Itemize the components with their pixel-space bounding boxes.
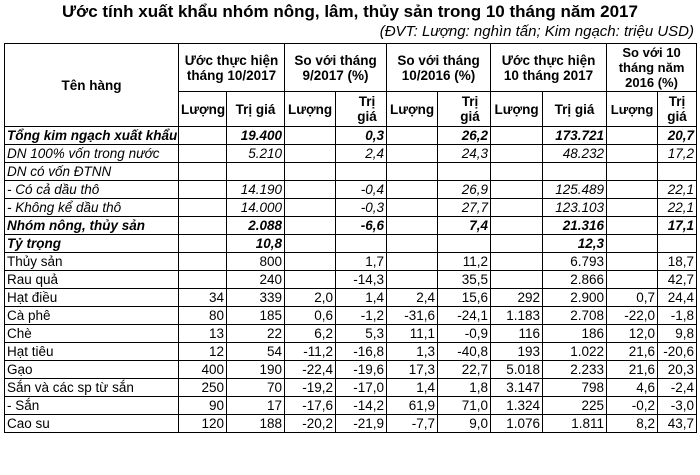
- header-sub: Trị giá: [543, 92, 607, 127]
- cell-value: 6.793: [543, 253, 607, 271]
- row-name: Sắn và các sp từ sắn: [5, 379, 179, 397]
- cell-value: -21,9: [336, 415, 387, 433]
- cell-value: [336, 163, 387, 181]
- cell-value: 12,0: [607, 325, 658, 343]
- cell-value: 1,4: [387, 379, 438, 397]
- table-row: [5, 325, 697, 343]
- row-name: DN 100% vốn trong nước: [5, 145, 179, 163]
- unit-note: (ĐVT: Lượng: nghìn tấn; Kim ngạch: triệu USD): [379, 23, 694, 40]
- row-name: Rau quả: [5, 271, 179, 289]
- cell-value: 0,3: [336, 127, 387, 145]
- header-group: Ước thực hiện tháng 10/2017: [179, 44, 285, 92]
- row-name: Cà phê: [5, 307, 179, 325]
- cell-value: [179, 127, 227, 145]
- cell-value: 2.900: [543, 289, 607, 307]
- header-sub: Trị giá: [438, 92, 491, 127]
- cell-value: 21,6: [607, 361, 658, 379]
- cell-value: 2.708: [543, 307, 607, 325]
- table-row: [5, 289, 697, 307]
- cell-value: [179, 253, 227, 271]
- cell-value: 22: [227, 325, 285, 343]
- cell-value: 1.324: [491, 397, 543, 415]
- cell-value: [607, 163, 658, 181]
- cell-value: 3.147: [491, 379, 543, 397]
- cell-value: 1,3: [387, 343, 438, 361]
- cell-value: -19,2: [285, 379, 336, 397]
- cell-value: 17,3: [387, 361, 438, 379]
- cell-value: [336, 235, 387, 253]
- cell-value: -3,0: [658, 397, 697, 415]
- cell-value: [438, 235, 491, 253]
- cell-value: 21,6: [607, 343, 658, 361]
- cell-value: -1,2: [336, 307, 387, 325]
- cell-value: -17,0: [336, 379, 387, 397]
- row-name: Tỷ trọng: [5, 235, 179, 253]
- cell-value: -0,2: [607, 397, 658, 415]
- cell-value: 24,3: [438, 145, 491, 163]
- cell-value: 4,6: [607, 379, 658, 397]
- cell-value: -7,7: [387, 415, 438, 433]
- cell-value: [491, 271, 543, 289]
- cell-value: 1,7: [336, 253, 387, 271]
- cell-value: -24,1: [438, 307, 491, 325]
- cell-value: [387, 163, 438, 181]
- cell-value: 11,2: [438, 253, 491, 271]
- cell-value: [607, 271, 658, 289]
- cell-value: 1.076: [491, 415, 543, 433]
- cell-value: 34: [179, 289, 227, 307]
- cell-value: [438, 163, 491, 181]
- cell-value: -0,4: [336, 181, 387, 199]
- cell-value: -16,8: [336, 343, 387, 361]
- cell-value: 7,4: [438, 217, 491, 235]
- cell-value: 17,2: [658, 145, 697, 163]
- table-row: [5, 361, 697, 379]
- cell-value: 8,2: [607, 415, 658, 433]
- cell-value: -22,4: [285, 361, 336, 379]
- cell-value: [285, 235, 336, 253]
- cell-value: [179, 163, 227, 181]
- cell-value: 800: [227, 253, 285, 271]
- cell-value: 120: [179, 415, 227, 433]
- cell-value: 14.000: [227, 199, 285, 217]
- header-group: Ước thực hiện 10 tháng 2017: [491, 44, 607, 92]
- cell-value: [387, 217, 438, 235]
- cell-value: -20,6: [658, 343, 697, 361]
- header-sub: Lượng: [179, 92, 227, 127]
- cell-value: [658, 235, 697, 253]
- cell-value: 123.103: [543, 199, 607, 217]
- cell-value: 17,1: [658, 217, 697, 235]
- header-group: So với tháng 10/2016 (%): [387, 44, 491, 92]
- cell-value: 0,7: [607, 289, 658, 307]
- cell-value: 21.316: [543, 217, 607, 235]
- table-row: [5, 271, 697, 289]
- cell-value: 1.183: [491, 307, 543, 325]
- header-item: Tên hàng: [5, 44, 179, 127]
- cell-value: -2,4: [658, 379, 697, 397]
- cell-value: 9,0: [438, 415, 491, 433]
- cell-value: 2.088: [227, 217, 285, 235]
- cell-value: [179, 145, 227, 163]
- table-row: [5, 397, 697, 415]
- table-row: [5, 235, 697, 253]
- cell-value: 5.210: [227, 145, 285, 163]
- table-row: [5, 163, 697, 181]
- cell-value: [179, 235, 227, 253]
- cell-value: 61,9: [387, 397, 438, 415]
- table-row: [5, 217, 697, 235]
- cell-value: 125.489: [543, 181, 607, 199]
- cell-value: 71,0: [438, 397, 491, 415]
- cell-value: 185: [227, 307, 285, 325]
- header-group: So với 10 tháng năm 2016 (%): [607, 44, 697, 92]
- row-name: Cao su: [5, 415, 179, 433]
- cell-value: -0,3: [336, 199, 387, 217]
- cell-value: 43,7: [658, 415, 697, 433]
- cell-value: [491, 199, 543, 217]
- cell-value: 27,7: [438, 199, 491, 217]
- cell-value: 70: [227, 379, 285, 397]
- cell-value: 18,7: [658, 253, 697, 271]
- cell-value: 14.190: [227, 181, 285, 199]
- cell-value: 11,1: [387, 325, 438, 343]
- cell-value: -14,3: [336, 271, 387, 289]
- row-name: DN có vốn ĐTNN: [5, 163, 179, 181]
- cell-value: [491, 163, 543, 181]
- table-row: [5, 253, 697, 271]
- cell-value: 1,8: [438, 379, 491, 397]
- cell-value: 240: [227, 271, 285, 289]
- cell-value: 12,3: [543, 235, 607, 253]
- cell-value: 193: [491, 343, 543, 361]
- cell-value: 20,7: [658, 127, 697, 145]
- row-name: Nhóm nông, thủy sản: [5, 217, 179, 235]
- cell-value: 2,4: [336, 145, 387, 163]
- cell-value: 9,8: [658, 325, 697, 343]
- cell-value: -6,6: [336, 217, 387, 235]
- cell-value: -40,8: [438, 343, 491, 361]
- cell-value: 116: [491, 325, 543, 343]
- cell-value: 42,7: [658, 271, 697, 289]
- cell-value: [658, 163, 697, 181]
- cell-value: 26,2: [438, 127, 491, 145]
- row-name: - Sắn: [5, 397, 179, 415]
- cell-value: [387, 235, 438, 253]
- cell-value: -22,0: [607, 307, 658, 325]
- cell-value: 54: [227, 343, 285, 361]
- cell-value: 20,3: [658, 361, 697, 379]
- cell-value: [607, 181, 658, 199]
- cell-value: [285, 163, 336, 181]
- header-sub: Trị giá: [227, 92, 285, 127]
- row-name: Gạo: [5, 361, 179, 379]
- cell-value: 1.811: [543, 415, 607, 433]
- cell-value: 400: [179, 361, 227, 379]
- cell-value: [285, 127, 336, 145]
- cell-value: 19.400: [227, 127, 285, 145]
- cell-value: 22,1: [658, 199, 697, 217]
- cell-value: [179, 217, 227, 235]
- table-row: [5, 181, 697, 199]
- cell-value: -20,2: [285, 415, 336, 433]
- cell-value: 292: [491, 289, 543, 307]
- cell-value: 15,6: [438, 289, 491, 307]
- cell-value: -0,9: [438, 325, 491, 343]
- cell-value: [387, 271, 438, 289]
- cell-value: 250: [179, 379, 227, 397]
- cell-value: [285, 271, 336, 289]
- cell-value: 2.233: [543, 361, 607, 379]
- table-row: [5, 145, 697, 163]
- cell-value: [387, 199, 438, 217]
- table-row: [5, 307, 697, 325]
- cell-value: [387, 127, 438, 145]
- cell-value: 6,2: [285, 325, 336, 343]
- cell-value: 35,5: [438, 271, 491, 289]
- page-title: Ước tính xuất khẩu nhóm nông, lâm, thủy sản trong 10 tháng năm 2017: [62, 2, 638, 21]
- cell-value: 1.022: [543, 343, 607, 361]
- cell-value: -11,2: [285, 343, 336, 361]
- cell-value: [285, 145, 336, 163]
- table-row: [5, 127, 697, 145]
- header-sub: Lượng: [607, 92, 658, 127]
- cell-value: -1,8: [658, 307, 697, 325]
- cell-value: 186: [543, 325, 607, 343]
- header-sub: Trị giá: [336, 92, 387, 127]
- cell-value: 22,1: [658, 181, 697, 199]
- header-sub: Trị giá: [658, 92, 697, 127]
- cell-value: [285, 181, 336, 199]
- cell-value: [387, 253, 438, 271]
- table-row: [5, 343, 697, 361]
- cell-value: 17: [227, 397, 285, 415]
- cell-value: [285, 199, 336, 217]
- header-sub: Lượng: [285, 92, 336, 127]
- cell-value: 2,0: [285, 289, 336, 307]
- row-name: Tổng kim ngạch xuất khẩu: [5, 127, 179, 145]
- cell-value: 22,7: [438, 361, 491, 379]
- row-name: Thủy sản: [5, 253, 179, 271]
- cell-value: 173.721: [543, 127, 607, 145]
- cell-value: 80: [179, 307, 227, 325]
- cell-value: [491, 217, 543, 235]
- cell-value: 10,8: [227, 235, 285, 253]
- cell-value: [607, 235, 658, 253]
- cell-value: [387, 145, 438, 163]
- header-group: So với tháng 9/2017 (%): [285, 44, 387, 92]
- row-name: Chè: [5, 325, 179, 343]
- cell-value: 26,9: [438, 181, 491, 199]
- cell-value: [607, 145, 658, 163]
- table-row: [5, 199, 697, 217]
- row-name: - Không kể dầu thô: [5, 199, 179, 217]
- cell-value: [491, 235, 543, 253]
- cell-value: [227, 163, 285, 181]
- header-sub: Lượng: [491, 92, 543, 127]
- cell-value: [607, 199, 658, 217]
- cell-value: 24,4: [658, 289, 697, 307]
- cell-value: [179, 271, 227, 289]
- cell-value: [607, 253, 658, 271]
- cell-value: 5,3: [336, 325, 387, 343]
- cell-value: [387, 181, 438, 199]
- cell-value: [607, 127, 658, 145]
- cell-value: [491, 145, 543, 163]
- row-name: Hạt tiêu: [5, 343, 179, 361]
- row-name: Hạt điều: [5, 289, 179, 307]
- cell-value: 0,6: [285, 307, 336, 325]
- cell-value: 2.866: [543, 271, 607, 289]
- export-table: [4, 43, 697, 433]
- cell-value: 2,4: [387, 289, 438, 307]
- cell-value: 225: [543, 397, 607, 415]
- cell-value: [491, 181, 543, 199]
- cell-value: 339: [227, 289, 285, 307]
- cell-value: -14,2: [336, 397, 387, 415]
- cell-value: [543, 163, 607, 181]
- row-name: - Có cả dầu thô: [5, 181, 179, 199]
- cell-value: [491, 253, 543, 271]
- cell-value: 188: [227, 415, 285, 433]
- cell-value: 5.018: [491, 361, 543, 379]
- cell-value: [607, 217, 658, 235]
- cell-value: 798: [543, 379, 607, 397]
- cell-value: [491, 127, 543, 145]
- cell-value: [285, 253, 336, 271]
- cell-value: 48.232: [543, 145, 607, 163]
- cell-value: [179, 199, 227, 217]
- header-sub: Lượng: [387, 92, 438, 127]
- cell-value: -17,6: [285, 397, 336, 415]
- cell-value: [179, 181, 227, 199]
- table-row: [5, 379, 697, 397]
- cell-value: -19,6: [336, 361, 387, 379]
- cell-value: 90: [179, 397, 227, 415]
- cell-value: [285, 217, 336, 235]
- cell-value: 13: [179, 325, 227, 343]
- cell-value: 12: [179, 343, 227, 361]
- table-row: [5, 415, 697, 433]
- cell-value: -31,6: [387, 307, 438, 325]
- cell-value: 190: [227, 361, 285, 379]
- cell-value: 1,4: [336, 289, 387, 307]
